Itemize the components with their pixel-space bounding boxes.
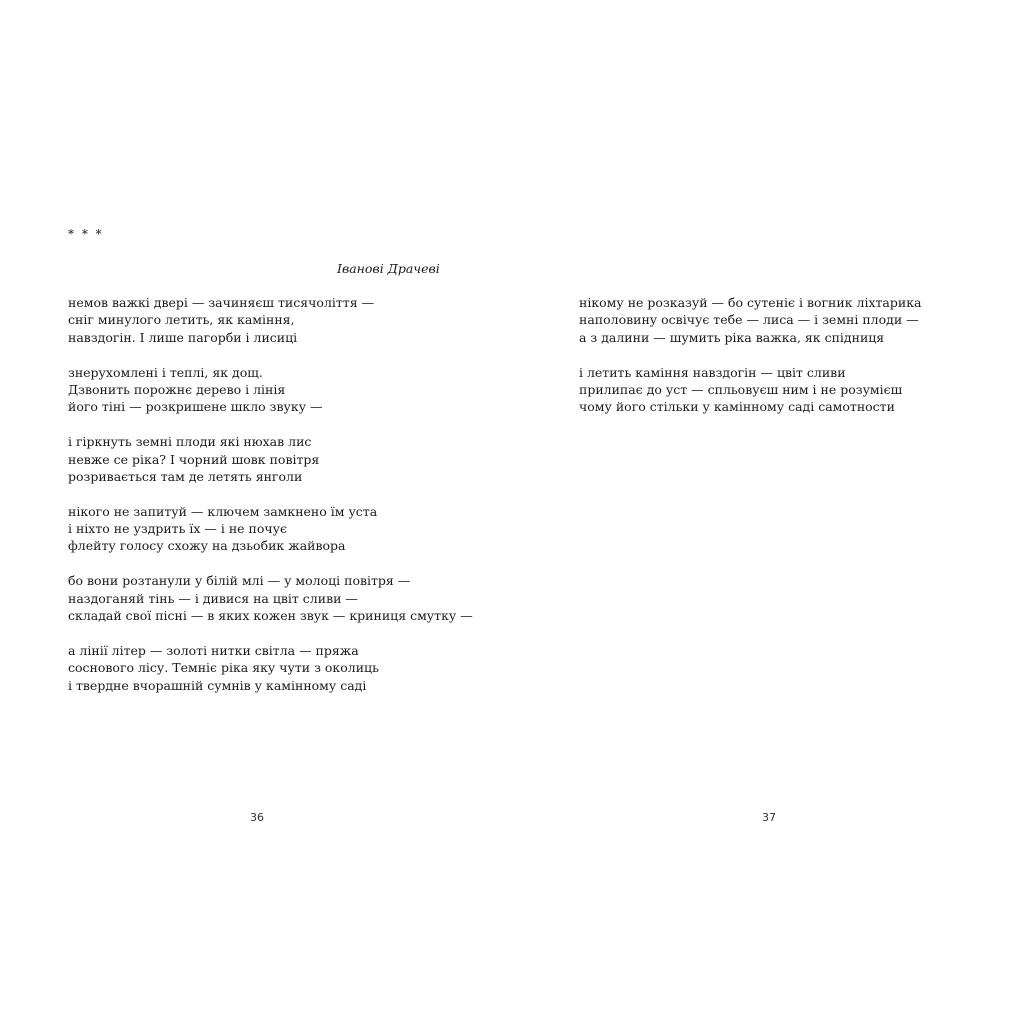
stanza	[68, 572, 473, 624]
poem-line: сніг минулого летить, як каміння,	[68, 312, 295, 328]
poem-line: розривається там де летять янголи	[68, 468, 303, 484]
poem-line: Дзвонить порожнє дерево і лінія	[68, 381, 286, 397]
page-number: 36	[250, 811, 264, 824]
poem-line: знерухомлені і теплі, як дощ.	[68, 364, 263, 380]
stanza	[68, 364, 473, 416]
stanza	[68, 294, 473, 346]
poem-line: навздогін. І лише пагорби і лисиці	[68, 329, 298, 345]
poem-line: немов важкі двері — зачиняєш тисячоліття —	[68, 295, 375, 310]
poem-line: складай свої пісні — в яких кожен звук — криниця смутку —	[68, 608, 473, 624]
poem-line: бо вони розтанули у білій млі — у молоці повітря —	[68, 573, 411, 589]
dedication: Іванові Драчеві	[337, 261, 440, 276]
poem-line: прилипає до уст — спльовуєш ним і не розумієш	[579, 381, 903, 397]
poem-line: наздоганяй тінь — і дивися на цвіт сливи —	[68, 590, 358, 606]
stanza	[579, 364, 921, 416]
stanza	[68, 433, 473, 485]
poem-left	[68, 294, 473, 694]
poem-line: і летить каміння навздогін — цвіт сливи	[579, 364, 846, 380]
stanza	[68, 642, 473, 694]
poem-line: соснового лісу. Темніє ріка яку чути з околиць	[68, 660, 379, 676]
section-asterisks: * * *	[68, 227, 104, 241]
poem-line: а з далини — шумить ріка важка, як спідниця	[579, 329, 885, 345]
page-number: 37	[762, 811, 776, 824]
poem-line: а лінії літер — золоті нитки світла — пряжа	[68, 642, 359, 658]
poem-line: і твердне вчорашній сумнів у камінному саді	[68, 677, 367, 693]
poem-line: і гіркнуть земні плоди які нюхав лис	[68, 434, 312, 450]
stanza	[579, 294, 921, 346]
right-page	[512, 0, 1024, 1024]
stanza	[68, 503, 473, 555]
poem-line: невже се ріка? І чорний шовк повітря	[68, 451, 320, 467]
poem-line: нікому не розказуй — бо сутеніє і вогник ліхтарика	[579, 295, 922, 310]
poem-line: флейту голосу схожу на дзьобик жайвора	[68, 538, 346, 554]
poem-line: чому його стільки у камінному саді самотности	[579, 399, 895, 415]
poem-right	[579, 294, 921, 416]
poem-line: наполовину освічує тебе — лиса — і земні плоди —	[579, 312, 919, 328]
poem-line: нікого не запитуй — ключем замкнено їм уста	[68, 503, 378, 519]
poem-line: і ніхто не уздрить їх — і не почує	[68, 521, 288, 537]
poem-line: його тіні — розкришене шкло звуку —	[68, 399, 323, 415]
